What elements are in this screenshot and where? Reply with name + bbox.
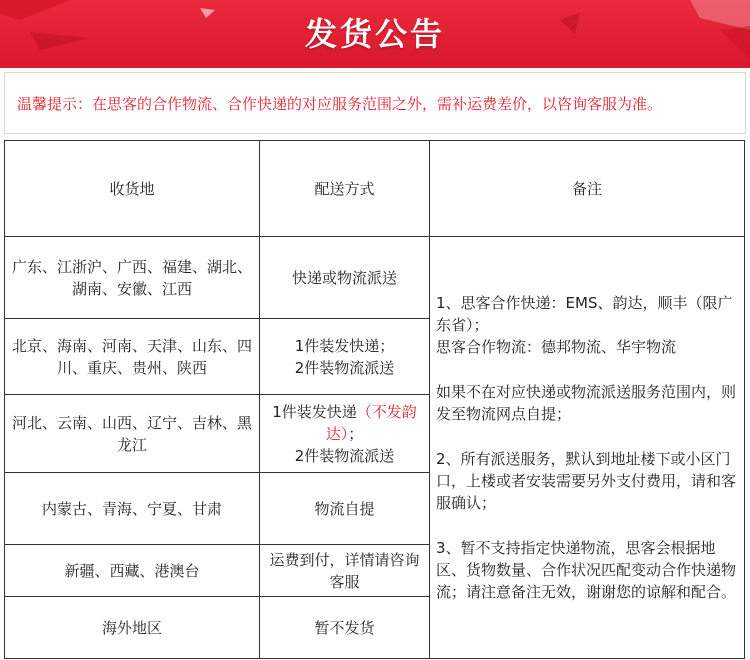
notice-box bbox=[4, 72, 746, 134]
header-method: 配送方式 bbox=[260, 141, 430, 237]
note-paragraph: 1、思客合作快递：EMS、韵达，顺丰（限广东省）； bbox=[436, 294, 733, 334]
region-cell: 内蒙古、青海、宁夏、甘肃 bbox=[5, 473, 260, 545]
method-text: ； bbox=[348, 424, 364, 443]
region-cell: 新疆、西藏、港澳台 bbox=[5, 545, 260, 597]
method-cell bbox=[260, 319, 430, 395]
table-row bbox=[5, 237, 745, 319]
method-cell bbox=[260, 395, 430, 473]
notes-cell bbox=[430, 237, 745, 659]
method-warning: （不发韵达） bbox=[325, 402, 417, 443]
note-paragraph: 思客合作物流：德邦物流、华宇物流 bbox=[436, 338, 677, 356]
page-title: 发货公告 bbox=[304, 15, 445, 53]
table-header-row bbox=[5, 141, 745, 237]
note-paragraph: 3、暂不支持指定快递物流，思客会根据地区、货物数量、合作状况匹配变动合作快递物流；请注意备注无效，谢谢您的谅解和配合。 bbox=[436, 539, 737, 601]
method-line: 1件装发快递； bbox=[294, 336, 395, 355]
region-cell: 河北、云南、山西、辽宁、吉林、黑龙江 bbox=[5, 395, 260, 473]
notice-text: 温馨提示：在思客的合作物流、合作快递的对应服务范围之外，需补运费差价，以咨询客服为准。 bbox=[17, 94, 663, 113]
note-paragraph: 如果不在对应快递或物流派送服务范围内，则发至物流网点自提； bbox=[436, 383, 737, 423]
note-paragraph: 2、所有派送服务，默认到地址楼下或小区门口，上楼或者安装需要另外支付费用，请和客服确认； bbox=[436, 450, 737, 512]
method-line: 2件装物流派送 bbox=[294, 358, 395, 377]
region-cell: 广东、江浙沪、广西、福建、湖北、湖南、安徽、江西 bbox=[5, 237, 260, 319]
method-cell: 快递或物流派送 bbox=[260, 237, 430, 319]
method-line: 2件装物流派送 bbox=[294, 446, 395, 465]
method-cell: 暂不发货 bbox=[260, 597, 430, 659]
region-cell: 海外地区 bbox=[5, 597, 260, 659]
header-notes: 备注 bbox=[430, 141, 745, 237]
method-text: 1件装发快递 bbox=[272, 402, 357, 421]
shipping-table bbox=[4, 140, 745, 659]
header-region: 收货地 bbox=[5, 141, 260, 237]
announcement-banner bbox=[0, 0, 750, 68]
method-cell: 物流自提 bbox=[260, 473, 430, 545]
region-cell: 北京、海南、河南、天津、山东、四川、重庆、贵州、陕西 bbox=[5, 319, 260, 395]
method-cell: 运费到付，详情请咨询客服 bbox=[260, 545, 430, 597]
